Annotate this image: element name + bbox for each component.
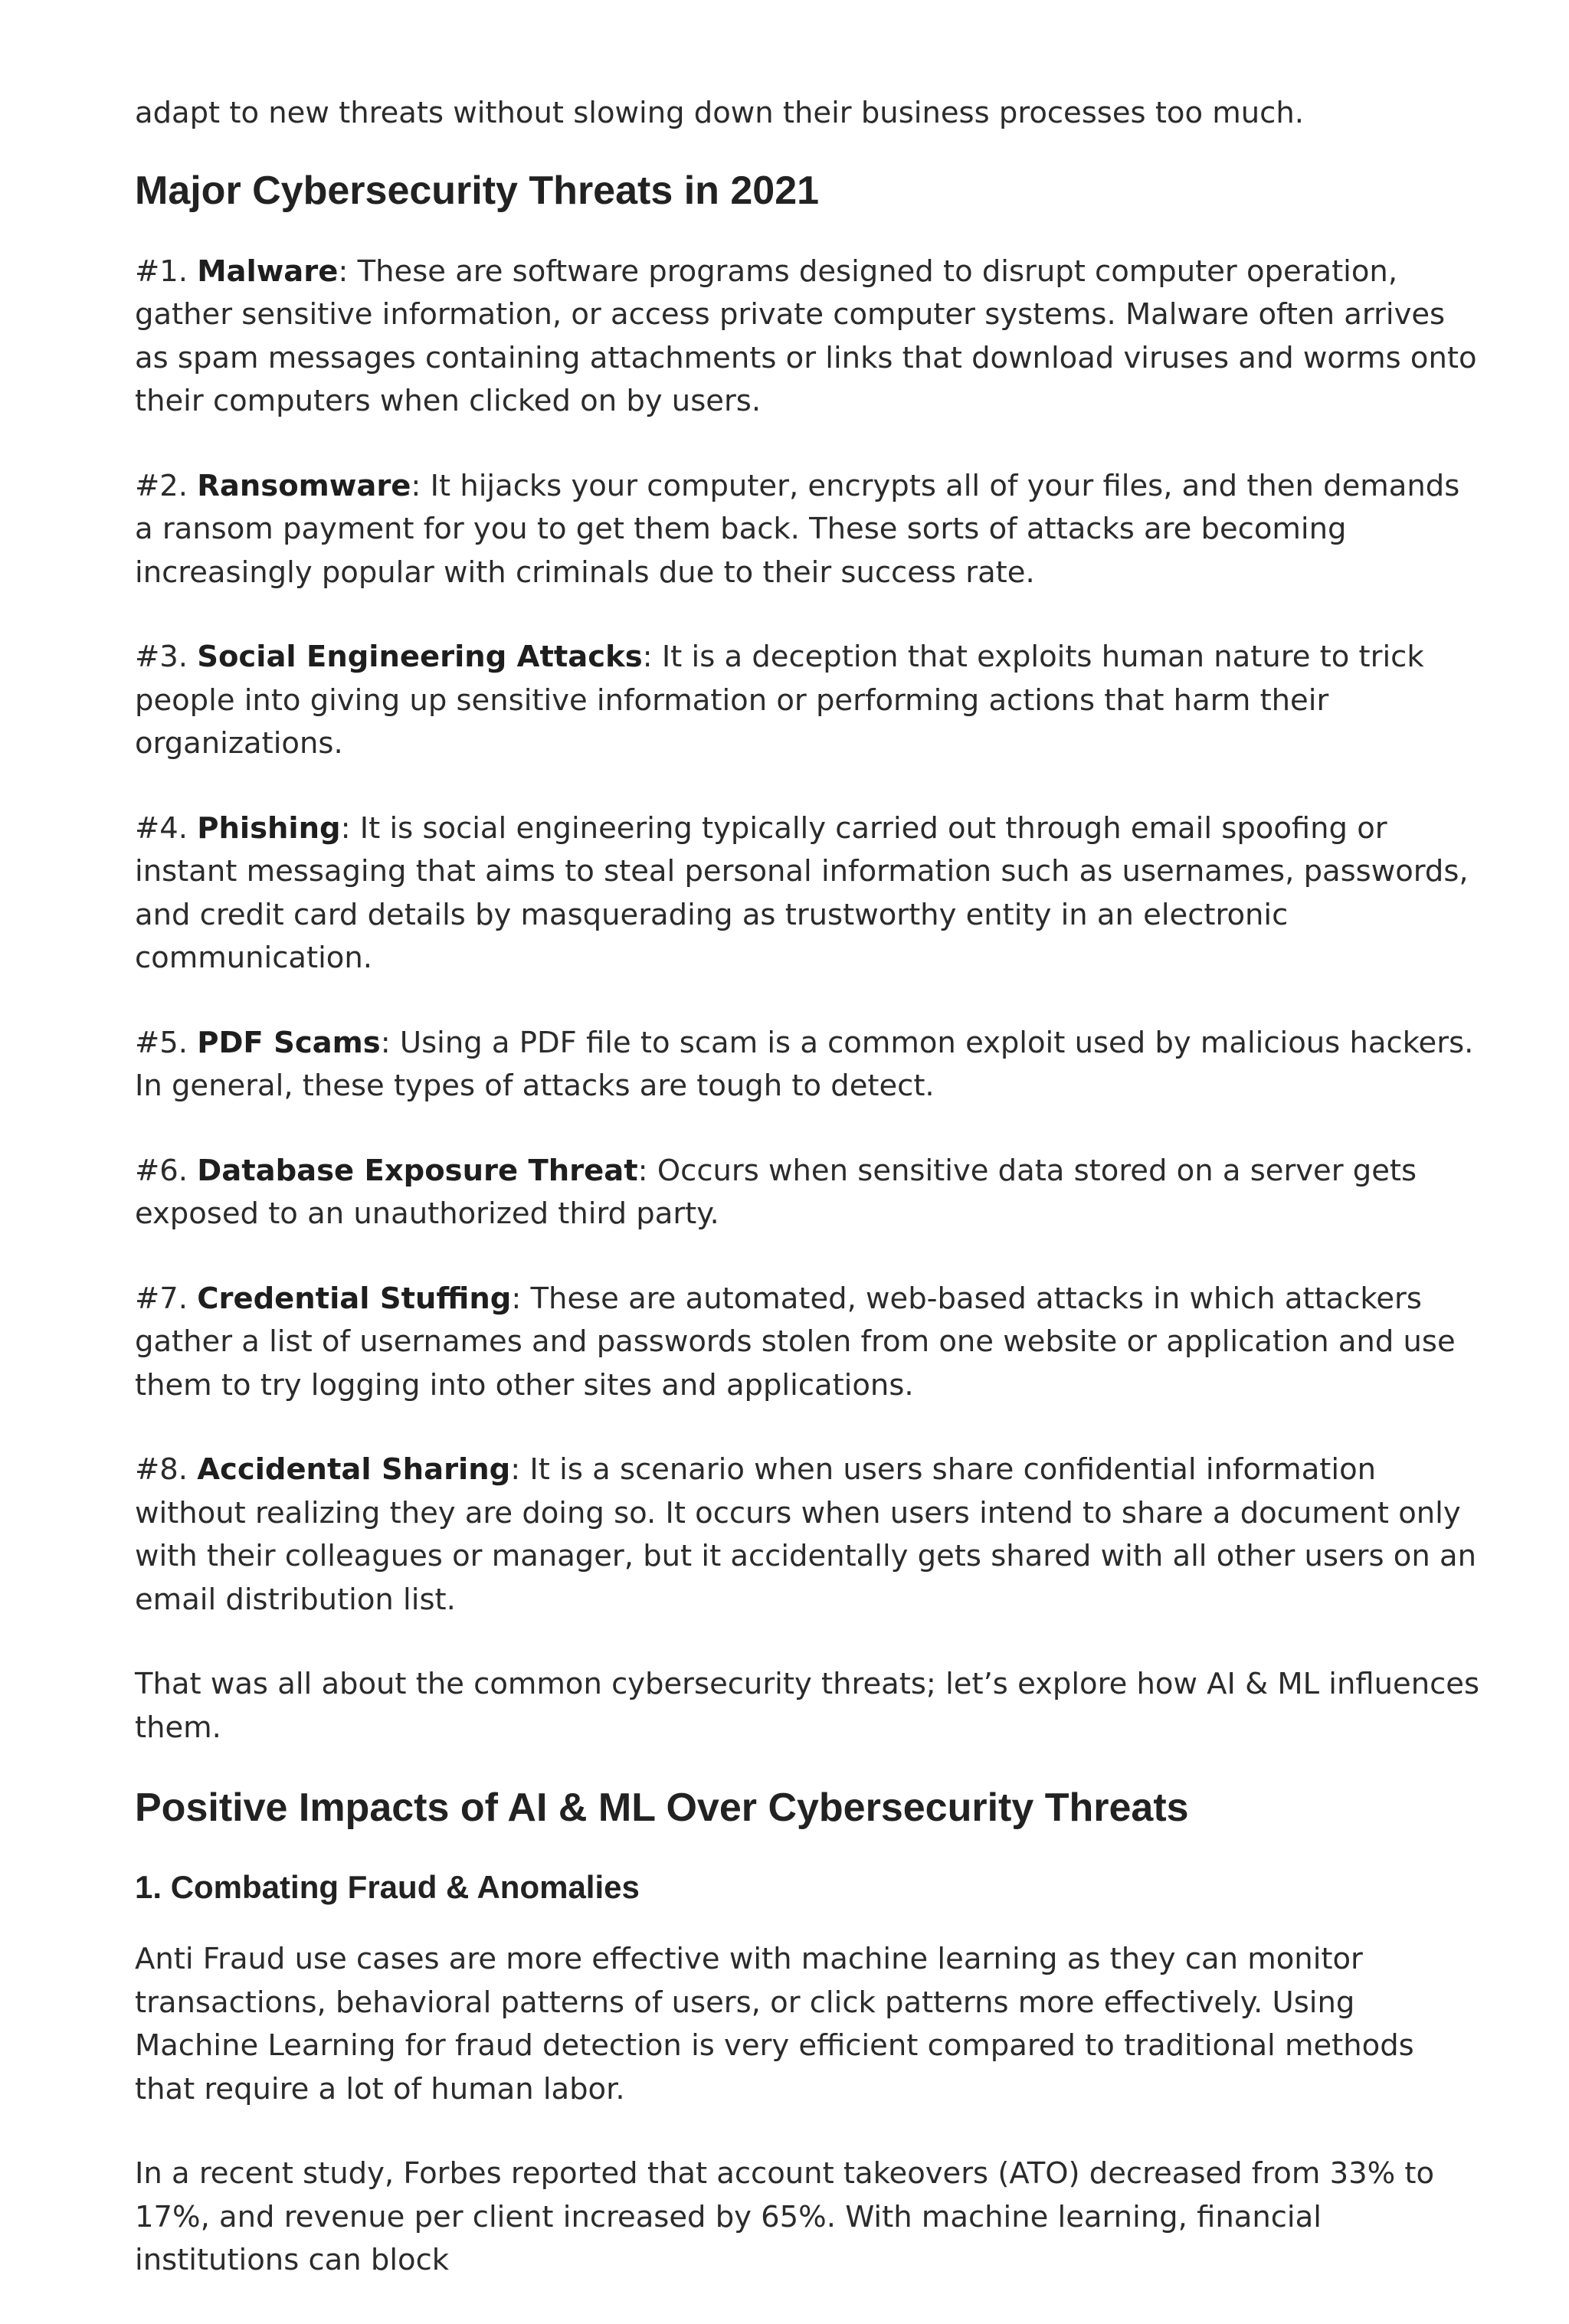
threat-number: #4.: [135, 810, 188, 846]
threat-name: Ransomware: [197, 468, 411, 503]
threat-item: [135, 1448, 1483, 1622]
document-page: [135, 92, 1483, 2324]
subheading-combating-fraud: 1. Combating Fraud & Anomalies: [135, 1869, 640, 1905]
threat-item: [135, 636, 1483, 766]
section-heading-positive-impacts: Positive Impacts of AI & ML Over Cybersecurity Threats: [135, 1786, 1189, 1830]
body-paragraph: In a recent study, Forbes reported that account takeovers (ATO) decreased from 33% to 17%, and revenue per client increased by 65%. With machine learning, financial institutions can block: [135, 2156, 1435, 2277]
threat-item: [135, 1022, 1483, 1108]
threat-number: #2.: [135, 468, 188, 503]
threats-outro-paragraph: That was all about the common cybersecurity threats; let’s explore how AI & ML influences them.: [135, 1667, 1480, 1745]
threat-description: : These are software programs designed to disrupt computer operation, gather sensitive information, or access private computer systems. Malware often arrives as spam messages containing attachments or links that download viruses and worms onto their computers when clicked on by users.: [135, 254, 1477, 418]
threat-item: [135, 1150, 1483, 1236]
threat-number: #1.: [135, 254, 188, 289]
threat-item: [135, 1278, 1483, 1408]
threat-number: #3.: [135, 640, 188, 674]
threat-description: : These are automated, web-based attacks in which attackers gather a list of usernames and passwords stolen from one website or application and use them to try logging into other sites and applications.: [135, 1281, 1456, 1403]
threat-name: Social Engineering Attacks: [197, 640, 643, 674]
threat-description: : Using a PDF file to scam is a common exploit used by malicious hackers. In general, these types of attacks are tough to detect.: [135, 1025, 1474, 1103]
section-heading-major-threats: Major Cybersecurity Threats in 2021: [135, 168, 820, 213]
threat-item: [135, 465, 1483, 595]
threat-number: #6.: [135, 1153, 188, 1188]
threat-number: #5.: [135, 1025, 188, 1060]
threat-item: [135, 807, 1483, 980]
threat-number: #7.: [135, 1281, 188, 1316]
threat-description: : It is a scenario when users share confidential information without realizing they are doing so. It occurs when users intend to share a document only with their colleagues or manager, but it accidentally gets shared with all other users on an email distribution list.: [135, 1452, 1476, 1617]
threat-name: Phishing: [197, 810, 341, 846]
threat-description: : It hijacks your computer, encrypts all of your files, and then demands a ransom payment for you to get them back. These sorts of attacks are becoming increasingly popular with criminals due to their success rate.: [135, 468, 1460, 590]
threat-description: : It is a deception that exploits human nature to trick people into giving up sensitive information or performing actions that harm their organizations.: [135, 640, 1424, 761]
body-paragraph: Anti Fraud use cases are more effective with machine learning as they can monitor transactions, behavioral patterns of users, or click patterns more effectively. Using Machine Learning for fraud detection is very efficient compared to traditional methods that require a lot of human labor.: [135, 1942, 1414, 2106]
threat-name: Credential Stuffing: [197, 1281, 512, 1316]
threat-name: PDF Scams: [197, 1025, 381, 1060]
threat-name: Accidental Sharing: [197, 1452, 511, 1487]
threat-name: Malware: [197, 254, 339, 289]
intro-paragraph-tail: adapt to new threats without slowing down their business processes too much.: [135, 96, 1304, 130]
threat-number: #8.: [135, 1452, 188, 1487]
threat-item: [135, 250, 1483, 424]
threat-description: : Occurs when sensitive data stored on a server gets exposed to an unauthorized third party.: [135, 1153, 1417, 1231]
threat-name: Database Exposure Threat: [197, 1153, 638, 1188]
threat-description: : It is social engineering typically carried out through email spoofing or instant messaging that aims to steal personal information such as usernames, passwords, and credit card details by masquerading as trustworthy entity in an electronic communication.: [135, 810, 1469, 975]
